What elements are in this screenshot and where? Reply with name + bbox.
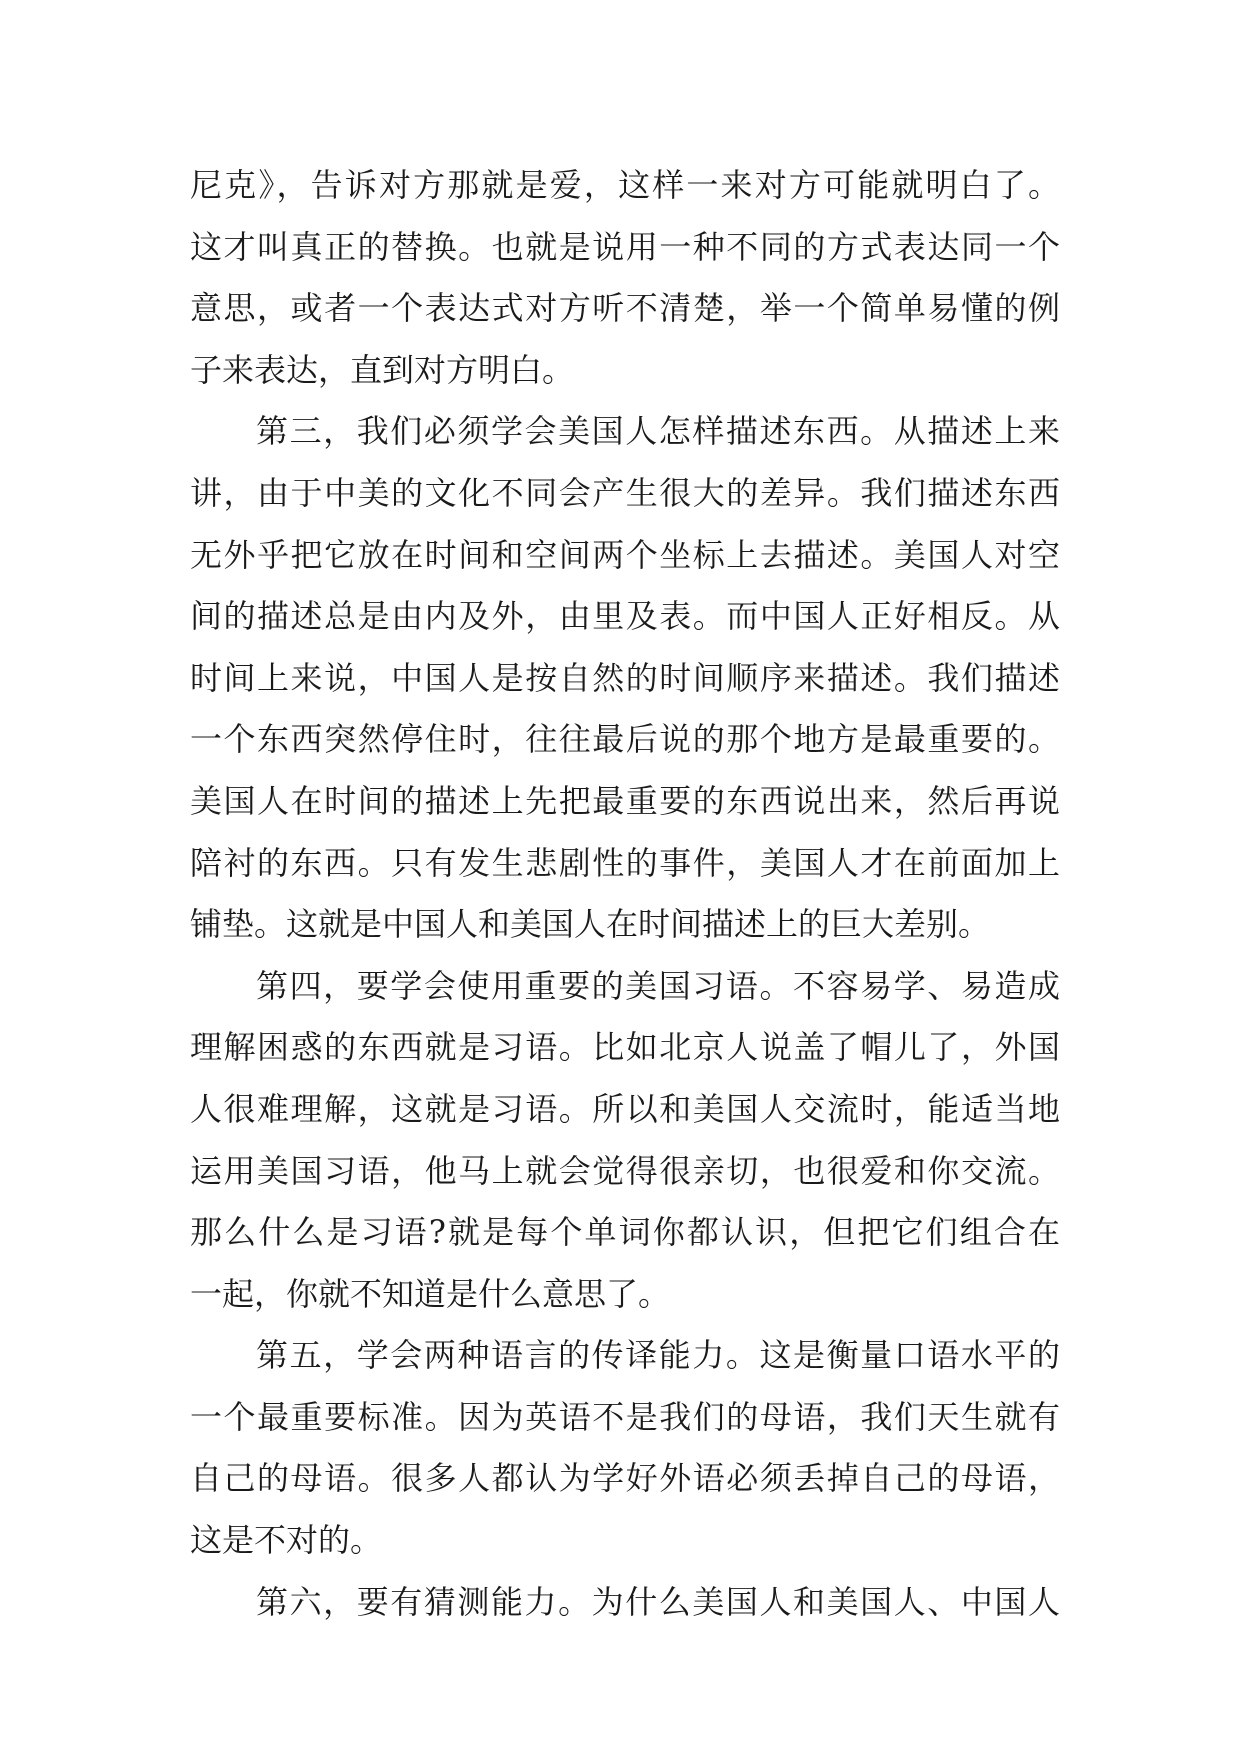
text-line: 讲，由于中美的文化不同会产生很大的差异。我们描述东西 — [190, 473, 1060, 512]
body-text — [190, 155, 1060, 1633]
text-line: 这是不对的。 — [190, 1521, 383, 1560]
text-line: 理解困惑的东西就是习语。比如北京人说盖了帽儿了，外国 — [190, 1028, 1060, 1067]
text-line: 无外乎把它放在时间和空间两个坐标上去描述。美国人对空 — [190, 535, 1060, 574]
paragraph-start-line: 第五，学会两种语言的传译能力。这是衡量口语水平的 — [256, 1336, 1060, 1375]
paragraph-start-line: 第三，我们必须学会美国人怎样描述东西。从描述上来 — [256, 412, 1060, 451]
text-line: 时间上来说，中国人是按自然的时间顺序来描述。我们描述 — [190, 658, 1060, 697]
paragraph-start-line: 第四，要学会使用重要的美国习语。不容易学、易造成 — [256, 966, 1060, 1005]
text-line: 一个最重要标准。因为英语不是我们的母语，我们天生就有 — [190, 1397, 1060, 1436]
text-line: 一起，你就不知道是什么意思了。 — [190, 1274, 671, 1313]
text-line: 铺垫。这就是中国人和美国人在时间描述上的巨大差别。 — [190, 905, 991, 944]
text-line: 那么什么是习语?就是每个单词你都认识，但把它们组合在 — [190, 1213, 1060, 1252]
text-line: 意思，或者一个表达式对方听不清楚，举一个简单易懂的例 — [190, 289, 1060, 328]
paragraph-start-line: 第六，要有猜测能力。为什么美国人和美国人、中国人 — [256, 1582, 1060, 1621]
text-line: 子来表达，直到对方明白。 — [190, 350, 575, 389]
text-line: 陪衬的东西。只有发生悲剧性的事件，美国人才在前面加上 — [190, 843, 1060, 882]
text-line: 运用美国习语，他马上就会觉得很亲切，也很爱和你交流。 — [190, 1151, 1060, 1190]
text-line: 人很难理解，这就是习语。所以和美国人交流时，能适当地 — [190, 1089, 1060, 1128]
text-line: 自己的母语。很多人都认为学好外语必须丢掉自己的母语， — [190, 1459, 1060, 1498]
text-line: 间的描述总是由内及外，由里及表。而中国人正好相反。从 — [190, 597, 1060, 636]
text-line: 美国人在时间的描述上先把最重要的东西说出来，然后再说 — [190, 781, 1060, 820]
text-line: 这才叫真正的替换。也就是说用一种不同的方式表达同一个 — [190, 227, 1060, 266]
text-line: 尼克》，告诉对方那就是爱，这样一来对方可能就明白了。 — [190, 166, 1060, 204]
text-line: 一个东西突然停住时，往往最后说的那个地方是最重要的。 — [190, 720, 1060, 759]
